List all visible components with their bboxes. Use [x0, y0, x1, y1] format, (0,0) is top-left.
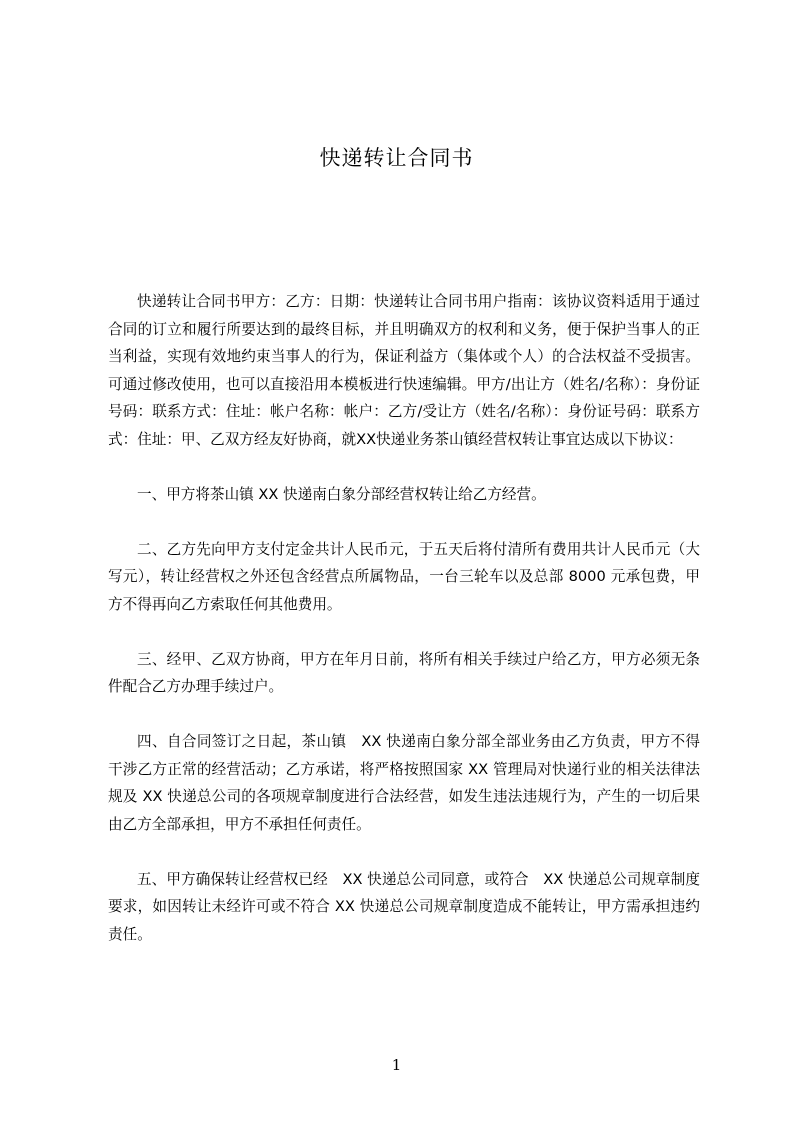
document-title: 快递转让合同书	[319, 146, 474, 170]
clause-2: 二、乙方先向甲方支付定金共计人民币元，于五天后将付清所有费用共计人民币元（大写元），转让经营权之外还包含经营点所属物品，一台三轮车以及总部 8000 元承包费，甲方不得再向乙方索取任何其他费用。	[108, 540, 700, 613]
page-number: 1	[391, 1056, 402, 1074]
clause-5: 五、甲方确保转让经营权已经 XX 快递总公司同意，或符合 XX 快递总公司规章制度要求，如因转让未经许可或不符合 XX 快递总公司规章制度造成不能转让，甲方需承担违约责任。	[108, 870, 700, 943]
document-body	[108, 288, 700, 976]
intro-paragraph: 快递转让合同书甲方：乙方：日期：快递转让合同书用户指南：该协议资料适用于通过合同的订立和履行所要达到的最终目标，并且明确双方的权利和义务，便于保护当事人的正当利益，实现有效地约束当事人的行为，保证利益方（集体或个人）的合法权益不受损害。可通过修改使用，也可以直接沿用本模板进行快速编辑。甲方/出让方（姓名/名称）：身份证号码：联系方式：住址：帐户名称：帐户：乙方/受让方（姓名/名称）：身份证号码：联系方式：住址：甲、乙双方经友好协商，就XX快递业务茶山镇经营权转让事宜达成以下协议：	[108, 293, 700, 448]
clause-3: 三、经甲、乙双方协商，甲方在年月日前，将所有相关手续过户给乙方，甲方必须无条件配合乙方办理手续过户。	[108, 650, 700, 695]
clause-1: 一、甲方将茶山镇 XX 快递南白象分部经营权转让给乙方经营。	[137, 485, 546, 503]
clause-4: 四、自合同签订之日起，茶山镇 XX 快递南白象分部全部业务由乙方负责，甲方不得干涉乙方正常的经营活动；乙方承诺，将严格按照国家 XX 管理局对快递行业的相关法律法规及 XX 快递总公司的各项规章制度进行合法经营，如发生违法违规行为，产生的一切后果由乙方全部承担，甲方不承担任何责任。	[108, 733, 700, 833]
